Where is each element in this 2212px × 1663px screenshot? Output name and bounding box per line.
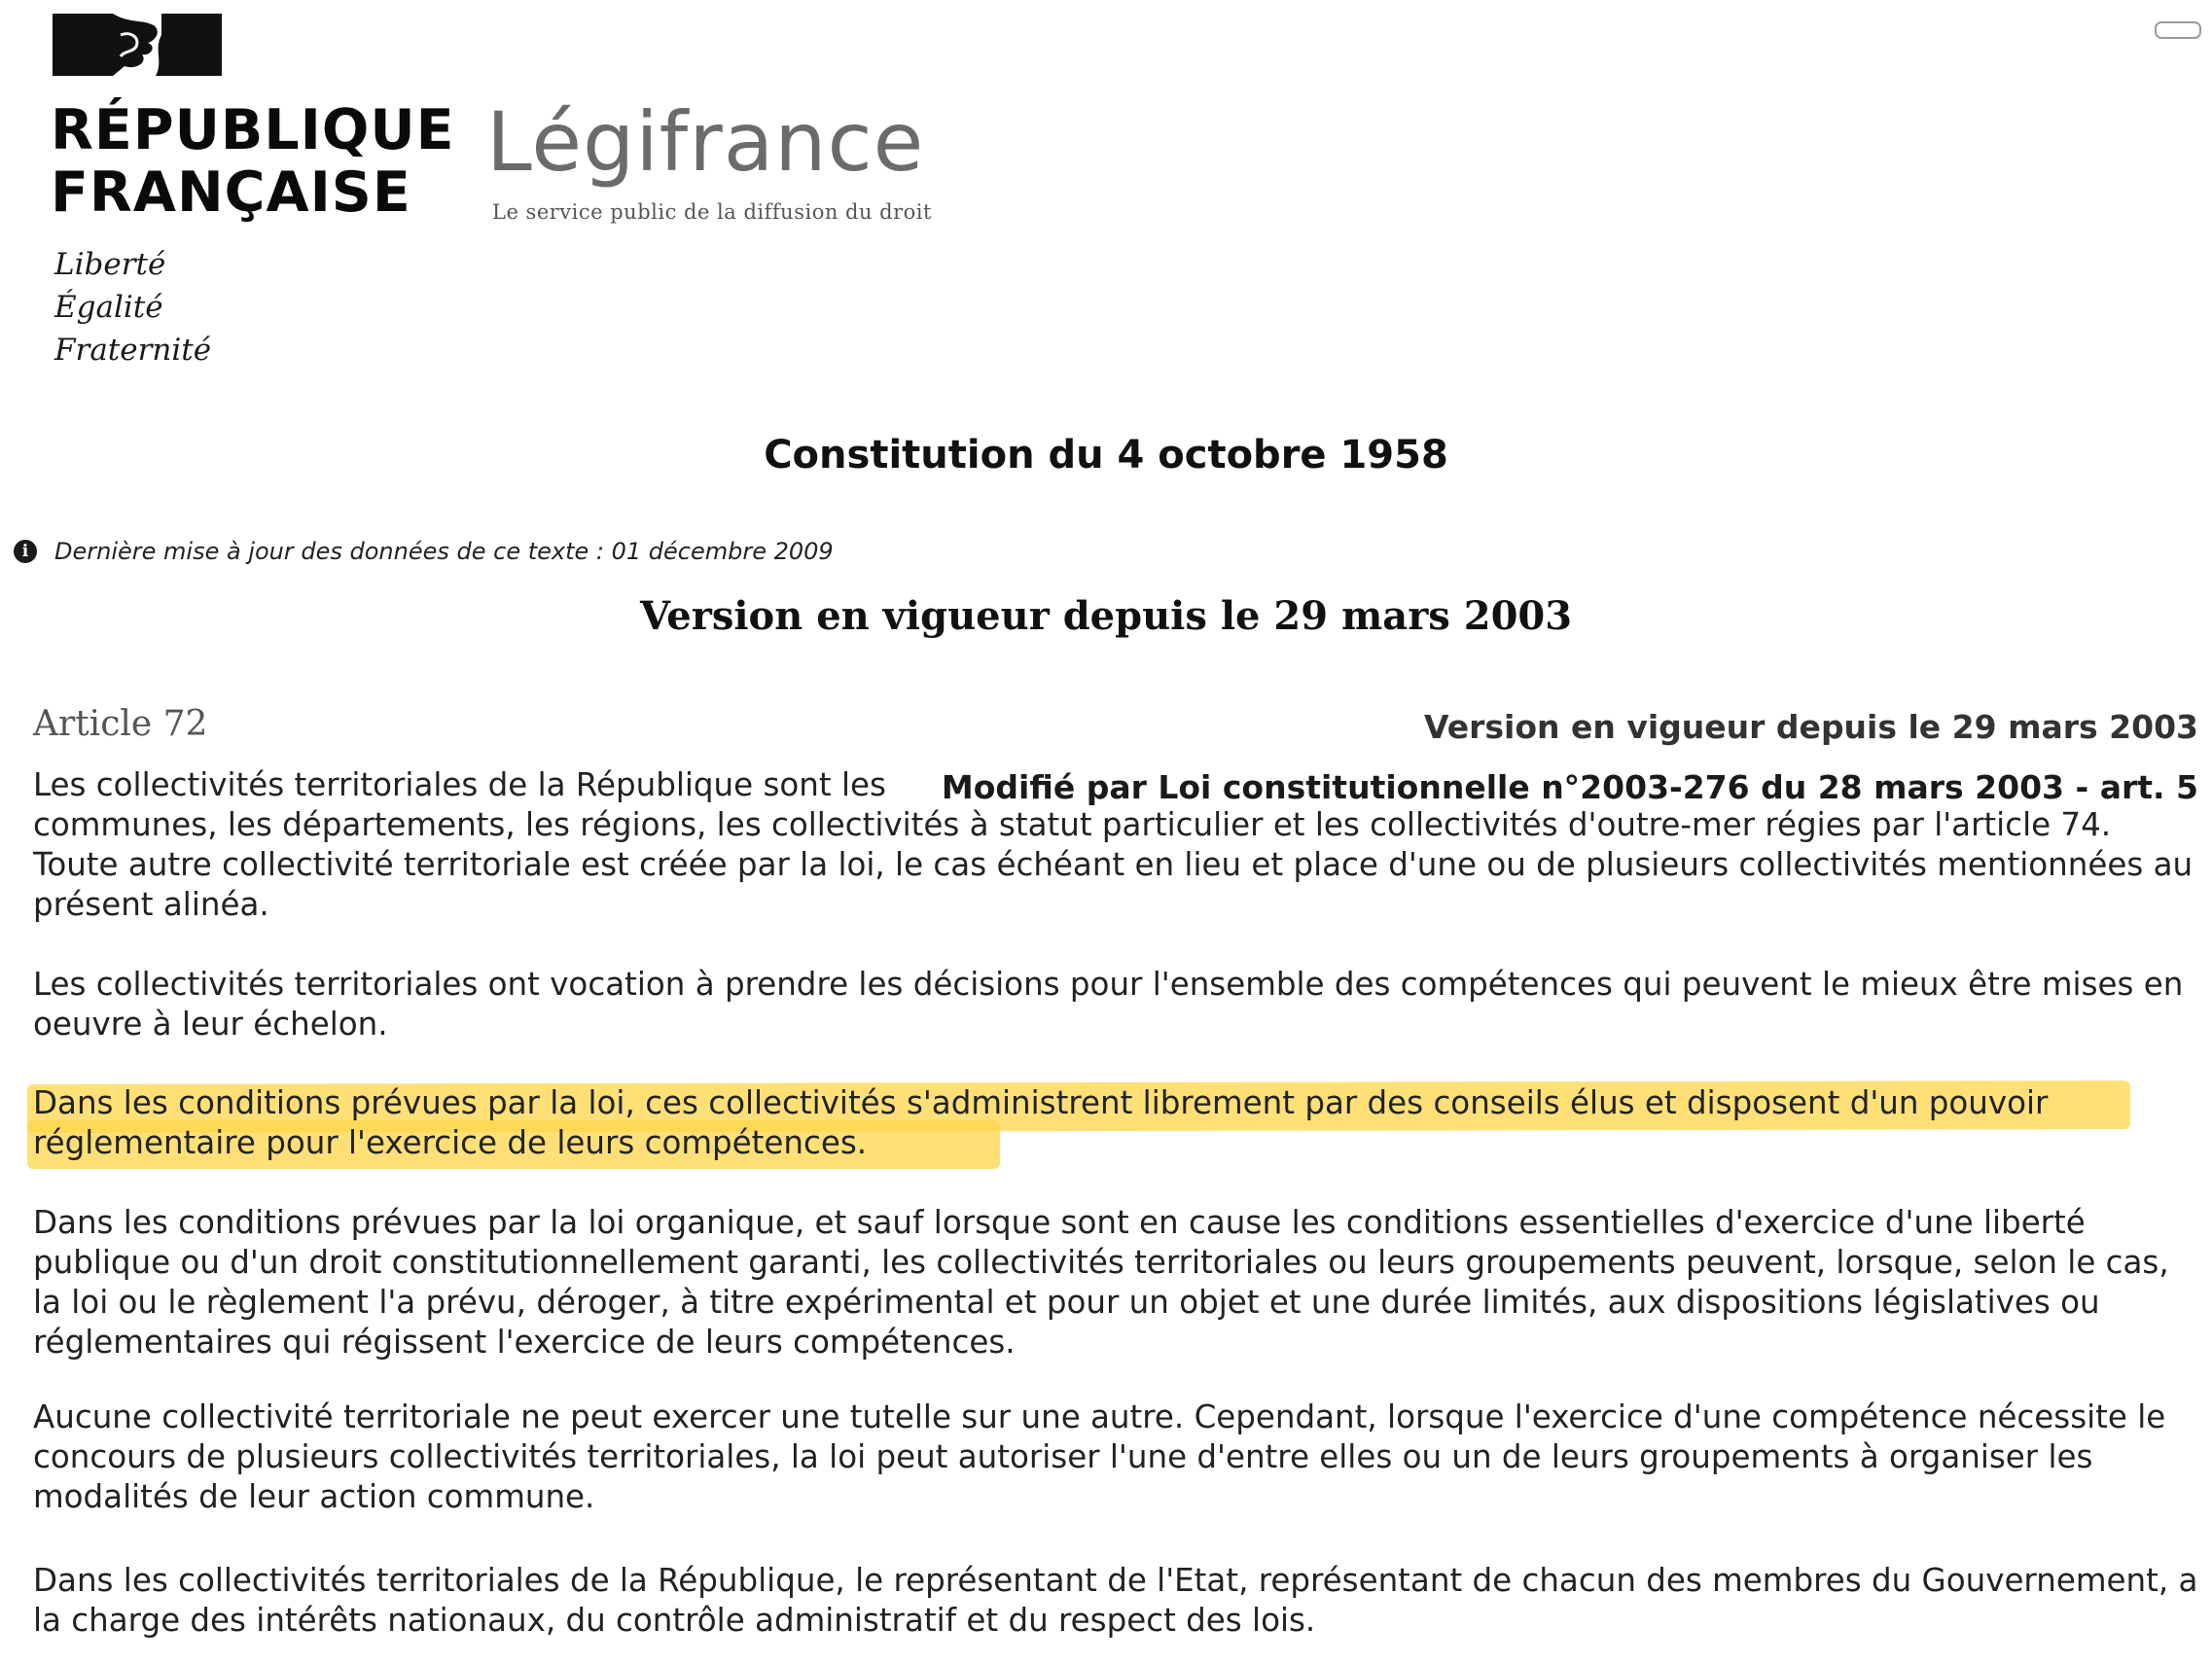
article-paragraph-1 [33, 765, 2202, 925]
legifrance-tagline: Le service public de la diffusion du droit [492, 200, 932, 224]
article-paragraph-3-highlighted: Dans les conditions prévues par la loi, ces collectivités s'administrent librement par des conseils élus et disposent d'un pouvoir réglementaire pour l'exercice de leurs compétences. [33, 1084, 2049, 1161]
article-paragraph-1-start: Les collectivités territoriales de la République sont les [33, 766, 886, 803]
article-paragraph-5: Aucune collectivité territoriale ne peut exercer une tutelle sur une autre. Cependant, lorsque l'exercice d'une compétence nécessite le concours de plusieurs collectivités territoriales, la loi peut autoriser l'une d'entre elles ou un de leurs groupements à organiser les modalités de leur action commune. [33, 1398, 2166, 1515]
update-notice [14, 538, 834, 565]
article-paragraph-1-rest: communes, les départements, les régions, les collectivités à statut particulier et les collectivités d'outre-mer régies par l'article 74. Toute autre collectivité territoriale est créée par la loi, le cas échéant en lieu et place d'une ou de plusieurs collectivités mentionnées au présent alinéa. [33, 806, 2194, 923]
article-paragraph-6: Dans les collectivités territoriales de la République, le représentant de l'Etat, représentant de chacun des membres du Gouvernement, a la charge des intérêts nationaux, du contrôle administratif et du respect des lois. [33, 1562, 2198, 1639]
article-paragraph-4: Dans les conditions prévues par la loi organique, et sauf lorsque sont en cause les conditions essentielles d'exercice d'une liberté publique ou d'un droit constitutionnellement garanti, les collectivités territoriales ou leurs groupements peuvent, lorsque, selon le cas, la loi ou le règlement l'a prévu, déroger, à titre expérimental et pour un objet et une durée limités, aux dispositions législatives ou réglementaires qui régissent l'exercice de leurs compétences. [33, 1204, 2169, 1361]
motto-egalite: Égalité [54, 290, 163, 325]
article-version: Version en vigueur depuis le 29 mars 2003 [1424, 708, 2198, 746]
marianne-logo [53, 14, 222, 76]
update-notice-text: Dernière mise à jour des données de ce texte : 01 décembre 2009 [54, 538, 834, 565]
document-title: Constitution du 4 octobre 1958 [764, 433, 1448, 478]
republic-line-1: RÉPUBLIQUE [51, 98, 455, 162]
article-modified-by: Modifié par Loi constitutionnelle n°2003-276 du 28 mars 2003 - art. 5 [941, 768, 2198, 806]
motto-liberte: Liberté [54, 247, 166, 282]
info-icon: i [14, 540, 37, 563]
republique-francaise-wordmark [51, 99, 455, 224]
republic-line-2: FRANÇAISE [51, 160, 411, 225]
document-version: Version en vigueur depuis le 29 mars 2003 [639, 593, 1573, 639]
page-corner-icon [2155, 21, 2201, 39]
legifrance-logo: Légifrance [486, 94, 925, 190]
republic-motto [54, 243, 211, 372]
article-paragraph-2: Les collectivités territoriales ont vocation à prendre les décisions pour l'ensemble des compétences qui peuvent le mieux être mises en oeuvre à leur échelon. [33, 966, 2184, 1043]
article-label: Article 72 [33, 704, 208, 744]
motto-fraternite: Fraternité [54, 333, 212, 368]
